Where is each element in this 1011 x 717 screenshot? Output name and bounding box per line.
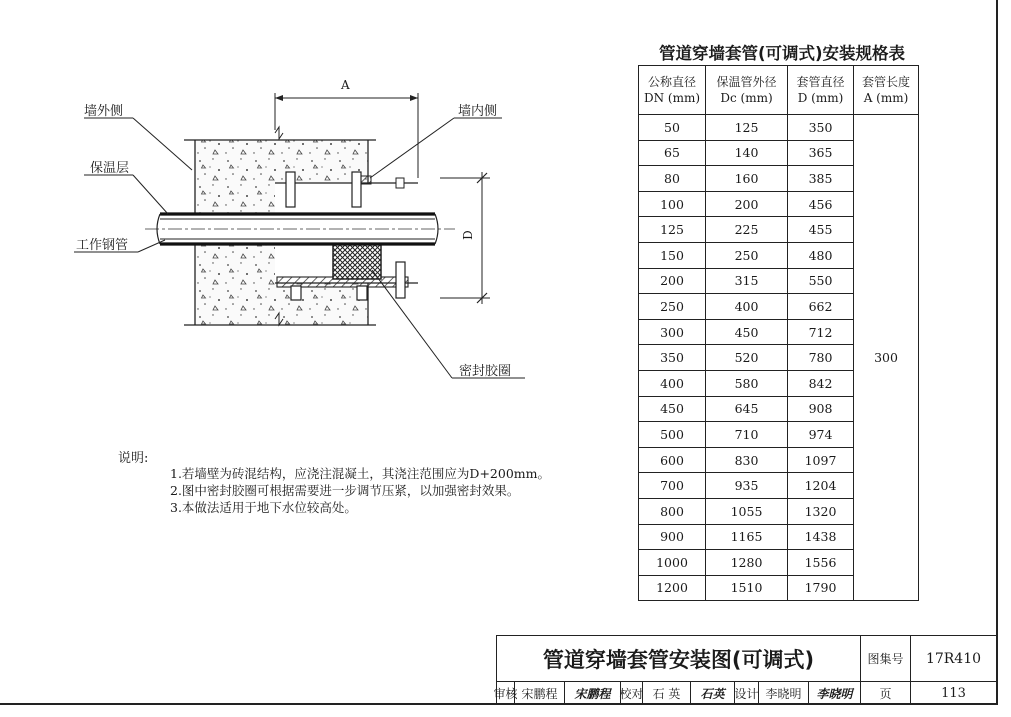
seal-ring-shape <box>333 241 381 279</box>
cell-d: 908 <box>788 396 854 422</box>
cell-d: 385 <box>788 166 854 192</box>
spec-table-title: 管道穿墙套管(可调式)安装规格表 <box>658 44 906 63</box>
page-label: 页 <box>860 681 910 704</box>
cell-dc: 1165 <box>706 524 788 550</box>
cell-dc: 580 <box>706 370 788 396</box>
cell-dn: 400 <box>639 370 706 396</box>
cell-dn: 700 <box>639 473 706 499</box>
cell-d: 1320 <box>788 498 854 524</box>
cell-dn: 1000 <box>639 550 706 576</box>
cell-dn: 125 <box>639 217 706 243</box>
note-item: 3.本做法适用于地下水位较高处。 <box>170 500 357 515</box>
cell-dn: 900 <box>639 524 706 550</box>
cell-dn: 80 <box>639 166 706 192</box>
atlas-number-label: 图集号 <box>860 635 910 681</box>
cell-d: 350 <box>788 115 854 141</box>
cell-dc: 520 <box>706 345 788 371</box>
drawing-title: 管道穿墙套管安装图(可调式) <box>496 635 860 681</box>
review-label: 审核 <box>496 681 514 704</box>
check-label: 校对 <box>620 681 642 704</box>
checker-name: 石 英 <box>642 681 690 704</box>
cell-d: 550 <box>788 268 854 294</box>
cell-d: 974 <box>788 422 854 448</box>
dimension-a-label: A <box>341 78 350 92</box>
cell-dc: 830 <box>706 447 788 473</box>
cell-dc: 935 <box>706 473 788 499</box>
cell-dn: 450 <box>639 396 706 422</box>
label-wall-outside: 墙外侧 <box>84 104 124 119</box>
cell-dn: 150 <box>639 242 706 268</box>
designer-name: 李晓明 <box>758 681 808 704</box>
notes-list <box>170 465 550 516</box>
cell-d: 712 <box>788 319 854 345</box>
cell-dc: 400 <box>706 294 788 320</box>
cell-sleeve-length: 300 <box>854 115 919 601</box>
cell-dn: 250 <box>639 294 706 320</box>
cell-dc: 140 <box>706 140 788 166</box>
cell-dc: 250 <box>706 242 788 268</box>
cell-dn: 100 <box>639 191 706 217</box>
spec-table-header-row <box>639 66 919 115</box>
note-item: 1.若墙壁为砖混结构，应浇注混凝土，其浇注范围应为D+200mm。 <box>170 466 550 481</box>
cell-d: 365 <box>788 140 854 166</box>
cell-d: 842 <box>788 370 854 396</box>
cell-dc: 1280 <box>706 550 788 576</box>
label-wall-inside: 墙内侧 <box>458 104 498 119</box>
design-label: 设计 <box>734 681 758 704</box>
header-nominal-diameter: 公称直径 DN (mm) <box>639 66 706 115</box>
cell-d: 780 <box>788 345 854 371</box>
note-item: 2.图中密封胶圈可根据需要进一步调节压紧，以加强密封效果。 <box>170 483 520 498</box>
cell-dc: 450 <box>706 319 788 345</box>
atlas-number: 17R410 <box>910 635 996 681</box>
cell-dc: 315 <box>706 268 788 294</box>
cell-dn: 50 <box>639 115 706 141</box>
cell-dc: 200 <box>706 191 788 217</box>
cell-dc: 1510 <box>706 575 788 601</box>
installation-drawing <box>0 0 620 420</box>
cell-dc: 645 <box>706 396 788 422</box>
notes-title: 说明: <box>118 451 149 466</box>
reviewer-name: 宋鹏程 <box>514 681 564 704</box>
cell-d: 480 <box>788 242 854 268</box>
header-sleeve-diameter: 套管直径 D (mm) <box>788 66 854 115</box>
frame-right-border <box>996 0 998 704</box>
cell-d: 456 <box>788 191 854 217</box>
installation-drawing-svg <box>0 0 620 420</box>
cell-dn: 800 <box>639 498 706 524</box>
cell-d: 662 <box>788 294 854 320</box>
cell-dc: 225 <box>706 217 788 243</box>
cell-d: 1790 <box>788 575 854 601</box>
spec-table <box>638 65 919 601</box>
reviewer-signature: 宋鹏程 <box>564 681 620 704</box>
cell-dc: 1055 <box>706 498 788 524</box>
header-insulation-od: 保温管外径 Dc (mm) <box>706 66 788 115</box>
cell-dc: 160 <box>706 166 788 192</box>
header-sleeve-length: 套管长度 A (mm) <box>854 66 919 115</box>
table-row <box>639 115 919 141</box>
label-insulation: 保温层 <box>90 161 130 176</box>
cell-d: 455 <box>788 217 854 243</box>
cell-dn: 300 <box>639 319 706 345</box>
checker-signature: 石英 <box>690 681 734 704</box>
cell-dn: 500 <box>639 422 706 448</box>
designer-signature: 李晓明 <box>808 681 860 704</box>
cell-dn: 350 <box>639 345 706 371</box>
cell-dn: 200 <box>639 268 706 294</box>
dimension-d-label: D <box>460 230 475 240</box>
cell-dn: 600 <box>639 447 706 473</box>
cell-d: 1097 <box>788 447 854 473</box>
cell-d: 1204 <box>788 473 854 499</box>
cell-dn: 65 <box>639 140 706 166</box>
page-number: 113 <box>910 681 996 704</box>
title-block <box>493 635 996 704</box>
label-steel-pipe: 工作钢管 <box>76 238 129 253</box>
cell-d: 1438 <box>788 524 854 550</box>
cell-dc: 125 <box>706 115 788 141</box>
cell-dn: 1200 <box>639 575 706 601</box>
cell-dc: 710 <box>706 422 788 448</box>
label-seal-ring: 密封胶圈 <box>459 364 512 379</box>
cell-d: 1556 <box>788 550 854 576</box>
